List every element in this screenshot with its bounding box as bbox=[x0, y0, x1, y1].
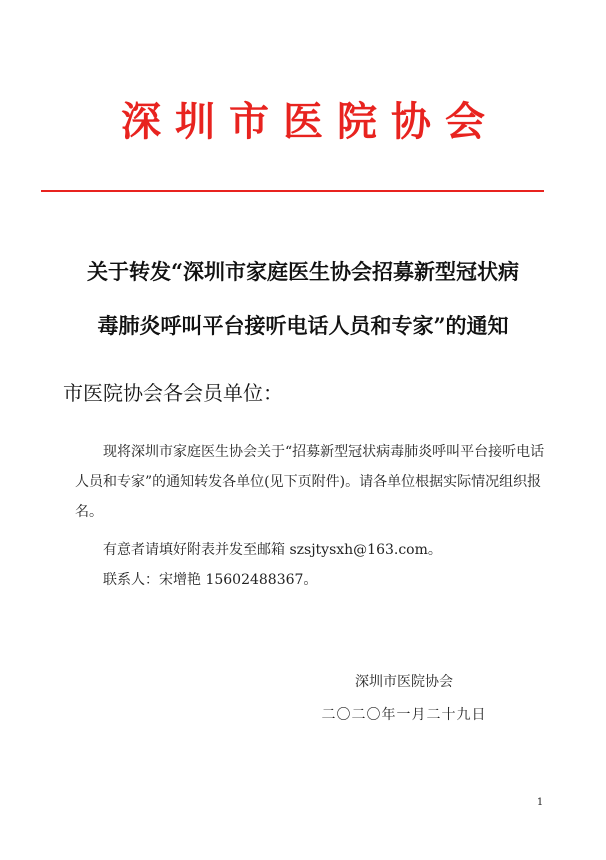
organization-header: 深圳市医院协会 bbox=[121, 99, 499, 145]
body-paragraph-notice: 现将深圳市家庭医生协会关于“招募新型冠状病毒肺炎呼叫平台接听电话人员和专家”的通知转发各单位(见下页附件)。请各单位根据实际情况组织报名。 bbox=[75, 444, 545, 520]
body-paragraph-email: 有意者请填好附表并发至邮箱 szsjtysxh@163.com。 bbox=[103, 542, 442, 558]
body-paragraph-contact: 联系人：宋增艳 15602488367。 bbox=[103, 572, 318, 588]
document-title-line-2: 毒肺炎呼叫平台接听电话人员和专家”的通知 bbox=[97, 313, 509, 338]
signature-organization: 深圳市医院协会 bbox=[355, 674, 453, 690]
header-divider bbox=[41, 190, 544, 192]
page-number: 1 bbox=[536, 797, 544, 808]
signature-date: 二〇二〇年一月二十九日 bbox=[321, 707, 487, 723]
document-title-line-1: 关于转发“深圳市家庭医生协会招募新型冠状病 bbox=[86, 259, 520, 284]
salutation: 市医院协会各会员单位： bbox=[63, 381, 283, 405]
